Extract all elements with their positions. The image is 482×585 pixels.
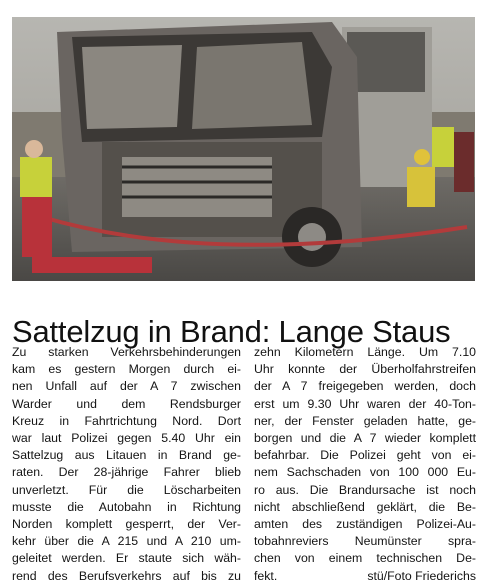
closing-line: [254, 568, 476, 585]
body-line: nem Sachschaden von 100 000 Eu-: [254, 465, 476, 480]
body-line: amten des zuständigen Polizei-Au-: [254, 517, 476, 532]
body-line-end: fekt.: [254, 568, 278, 583]
burned-truck-illustration: [12, 17, 475, 281]
body-line: erst um 9.30 Uhr waren der 40-Ton-: [254, 396, 476, 411]
body-line: Norden komplett gesperrt, der Ver-: [12, 517, 241, 532]
body-line: rend des Berufsverkehrs auf bis zu: [12, 568, 241, 583]
body-line: ner, der Fenster geladen hatte, ge-: [254, 413, 476, 428]
body-line: unverletzt. Für die Löscharbeiten: [12, 482, 241, 497]
article-column-right: [254, 344, 476, 585]
body-line: zehn Kilometern Länge. Um 7.10: [254, 345, 476, 359]
body-line: kehr über die A 215 und A 210 um-: [12, 534, 241, 549]
news-photo: [12, 17, 475, 281]
body-line: Kreuz in Fahrtrichtung Nord. Dort: [12, 413, 241, 428]
body-line: der A 7 freigegeben werden, doch: [254, 379, 476, 394]
body-line: Sattelzug aus Litauen in Brand ge-: [12, 448, 241, 463]
body-line: Uhr konnte der Überholfahrstreifen: [254, 362, 476, 377]
body-line: nen Unfall auf der A 7 zwischen: [12, 379, 241, 394]
body-line: ro aus. Die Brandursache ist noch: [254, 482, 476, 497]
body-line: musste die Autobahn in Richtung: [12, 499, 241, 514]
body-line: war laut Polizei gegen 5.40 Uhr ein: [12, 431, 241, 446]
article-column-left: [12, 344, 241, 585]
body-line: Warder und dem Rendsburger: [12, 396, 241, 411]
body-line: geleitet werden. Er staute sich wäh-: [12, 551, 241, 566]
body-line: borgen und die A 7 wieder komplett: [254, 431, 476, 446]
body-line: nicht abschließend geklärt, die Be-: [254, 499, 476, 514]
body-line: kam es gestern Morgen durch ei-: [12, 362, 241, 377]
body-line: befahrbar. Die Polizei geht von ei-: [254, 448, 476, 463]
body-line: raten. Der 28-jährige Fahrer blieb: [12, 465, 241, 480]
body-line: tobahnreviers Neumünster spra-: [254, 534, 476, 549]
article-headline: Sattelzug in Brand: Lange Staus: [12, 313, 451, 349]
body-line: Zu starken Verkehrsbehinderungen: [12, 345, 241, 359]
body-line: chen von einem technischen De-: [254, 551, 476, 566]
photo-credit: stü/Foto Friederichs: [367, 568, 476, 583]
